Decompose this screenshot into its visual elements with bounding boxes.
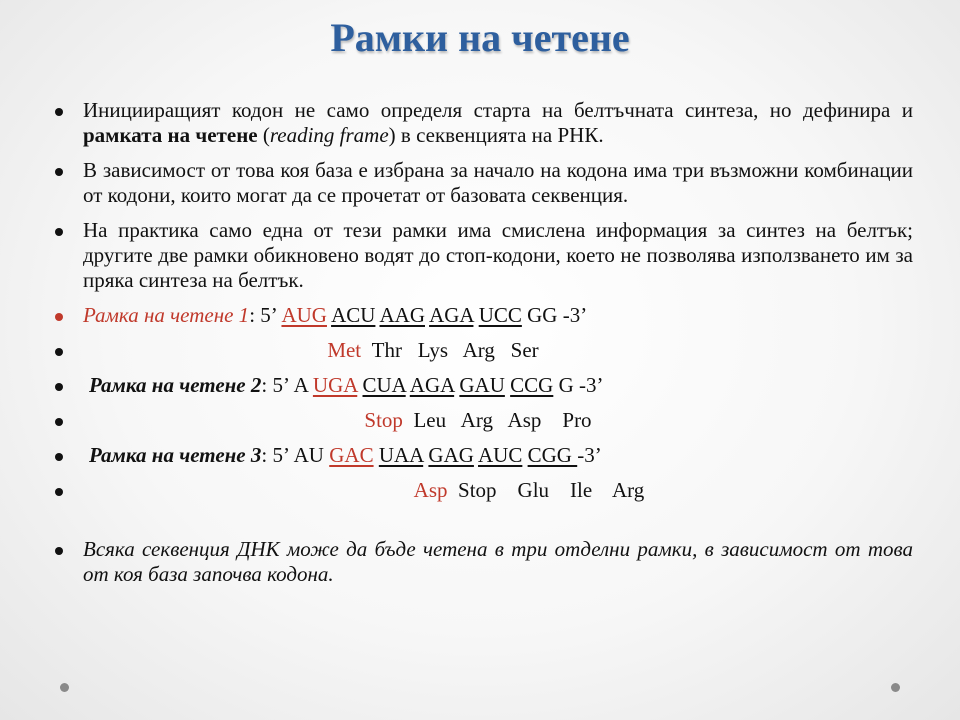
frame-3-sequence: Рамка на четене 3: 5’ AU GAC UAA GAG AUC CGG -3’: [55, 443, 913, 468]
codon: GAU: [459, 373, 505, 397]
frame-2-amino-acids: Stop Leu Arg Asp Pro: [55, 408, 913, 433]
codon: AAG: [379, 303, 425, 327]
bullet-dot: [55, 108, 63, 116]
corner-dot-left: [60, 683, 69, 692]
bullet-dot: [55, 547, 63, 555]
bullet-initiation-codon: Иницииращият кодон не само определя старта на белтъчната синтеза, но дефинира и рамката на четене (reading frame) в секвенцията на РНК.: [55, 98, 913, 148]
bullet-dot: [55, 348, 63, 356]
codon: CGG: [527, 443, 578, 467]
codon: UGA: [312, 373, 358, 397]
bullet-dot: [55, 453, 63, 461]
bullet-dot: [55, 418, 63, 426]
bullet-dot: [55, 383, 63, 391]
codon: ACU: [331, 303, 376, 327]
bullet-dot: [55, 168, 63, 176]
bullet-dot: [55, 488, 63, 496]
codon: CCG: [510, 373, 554, 397]
frame-1-sequence: Рамка на четене 1: 5’ AUG ACU AAG AGA UCC GG -3’: [55, 303, 913, 328]
bullet-meaningful-frame: На практика само една от тези рамки има смислена информация за синтез на белтък; другите две рамки обикновено водят до стоп-кодони, което не позволява използването им за пряка синтеза на белтък.: [55, 218, 913, 293]
frame-1-amino-acids: Met Thr Lys Arg Ser: [55, 338, 913, 363]
codon: AUG: [281, 303, 327, 327]
frame-2-sequence: Рамка на четене 2: 5’ A UGA CUA AGA GAU CCG G -3’: [55, 373, 913, 398]
bullet-dna-three-frames: Всяка секвенция ДНК може да бъде четена в три отделни рамки, в зависимост от това от коя база започва кодона.: [55, 537, 913, 587]
codon: GAG: [428, 443, 474, 467]
codon: CUA: [362, 373, 406, 397]
codon: UAA: [378, 443, 424, 467]
codon: UCC: [478, 303, 522, 327]
bullet-three-combinations: В зависимост от това коя база е избрана за начало на кодона има три възможни комбинации от кодони, които могат да се прочетат от базовата секвенция.: [55, 158, 913, 208]
codon: AGA: [429, 303, 474, 327]
frame-3-amino-acids: Asp Stop Glu Ile Arg: [55, 478, 913, 503]
bullet-dot: [55, 228, 63, 236]
slide-content: [55, 98, 913, 597]
codon: AGA: [409, 373, 455, 397]
bullet-dot: [55, 313, 63, 321]
codon: GAC: [329, 443, 374, 467]
slide-title: Рамки на четене: [330, 15, 630, 60]
codon: AUC: [478, 443, 523, 467]
corner-dot-right: [891, 683, 900, 692]
